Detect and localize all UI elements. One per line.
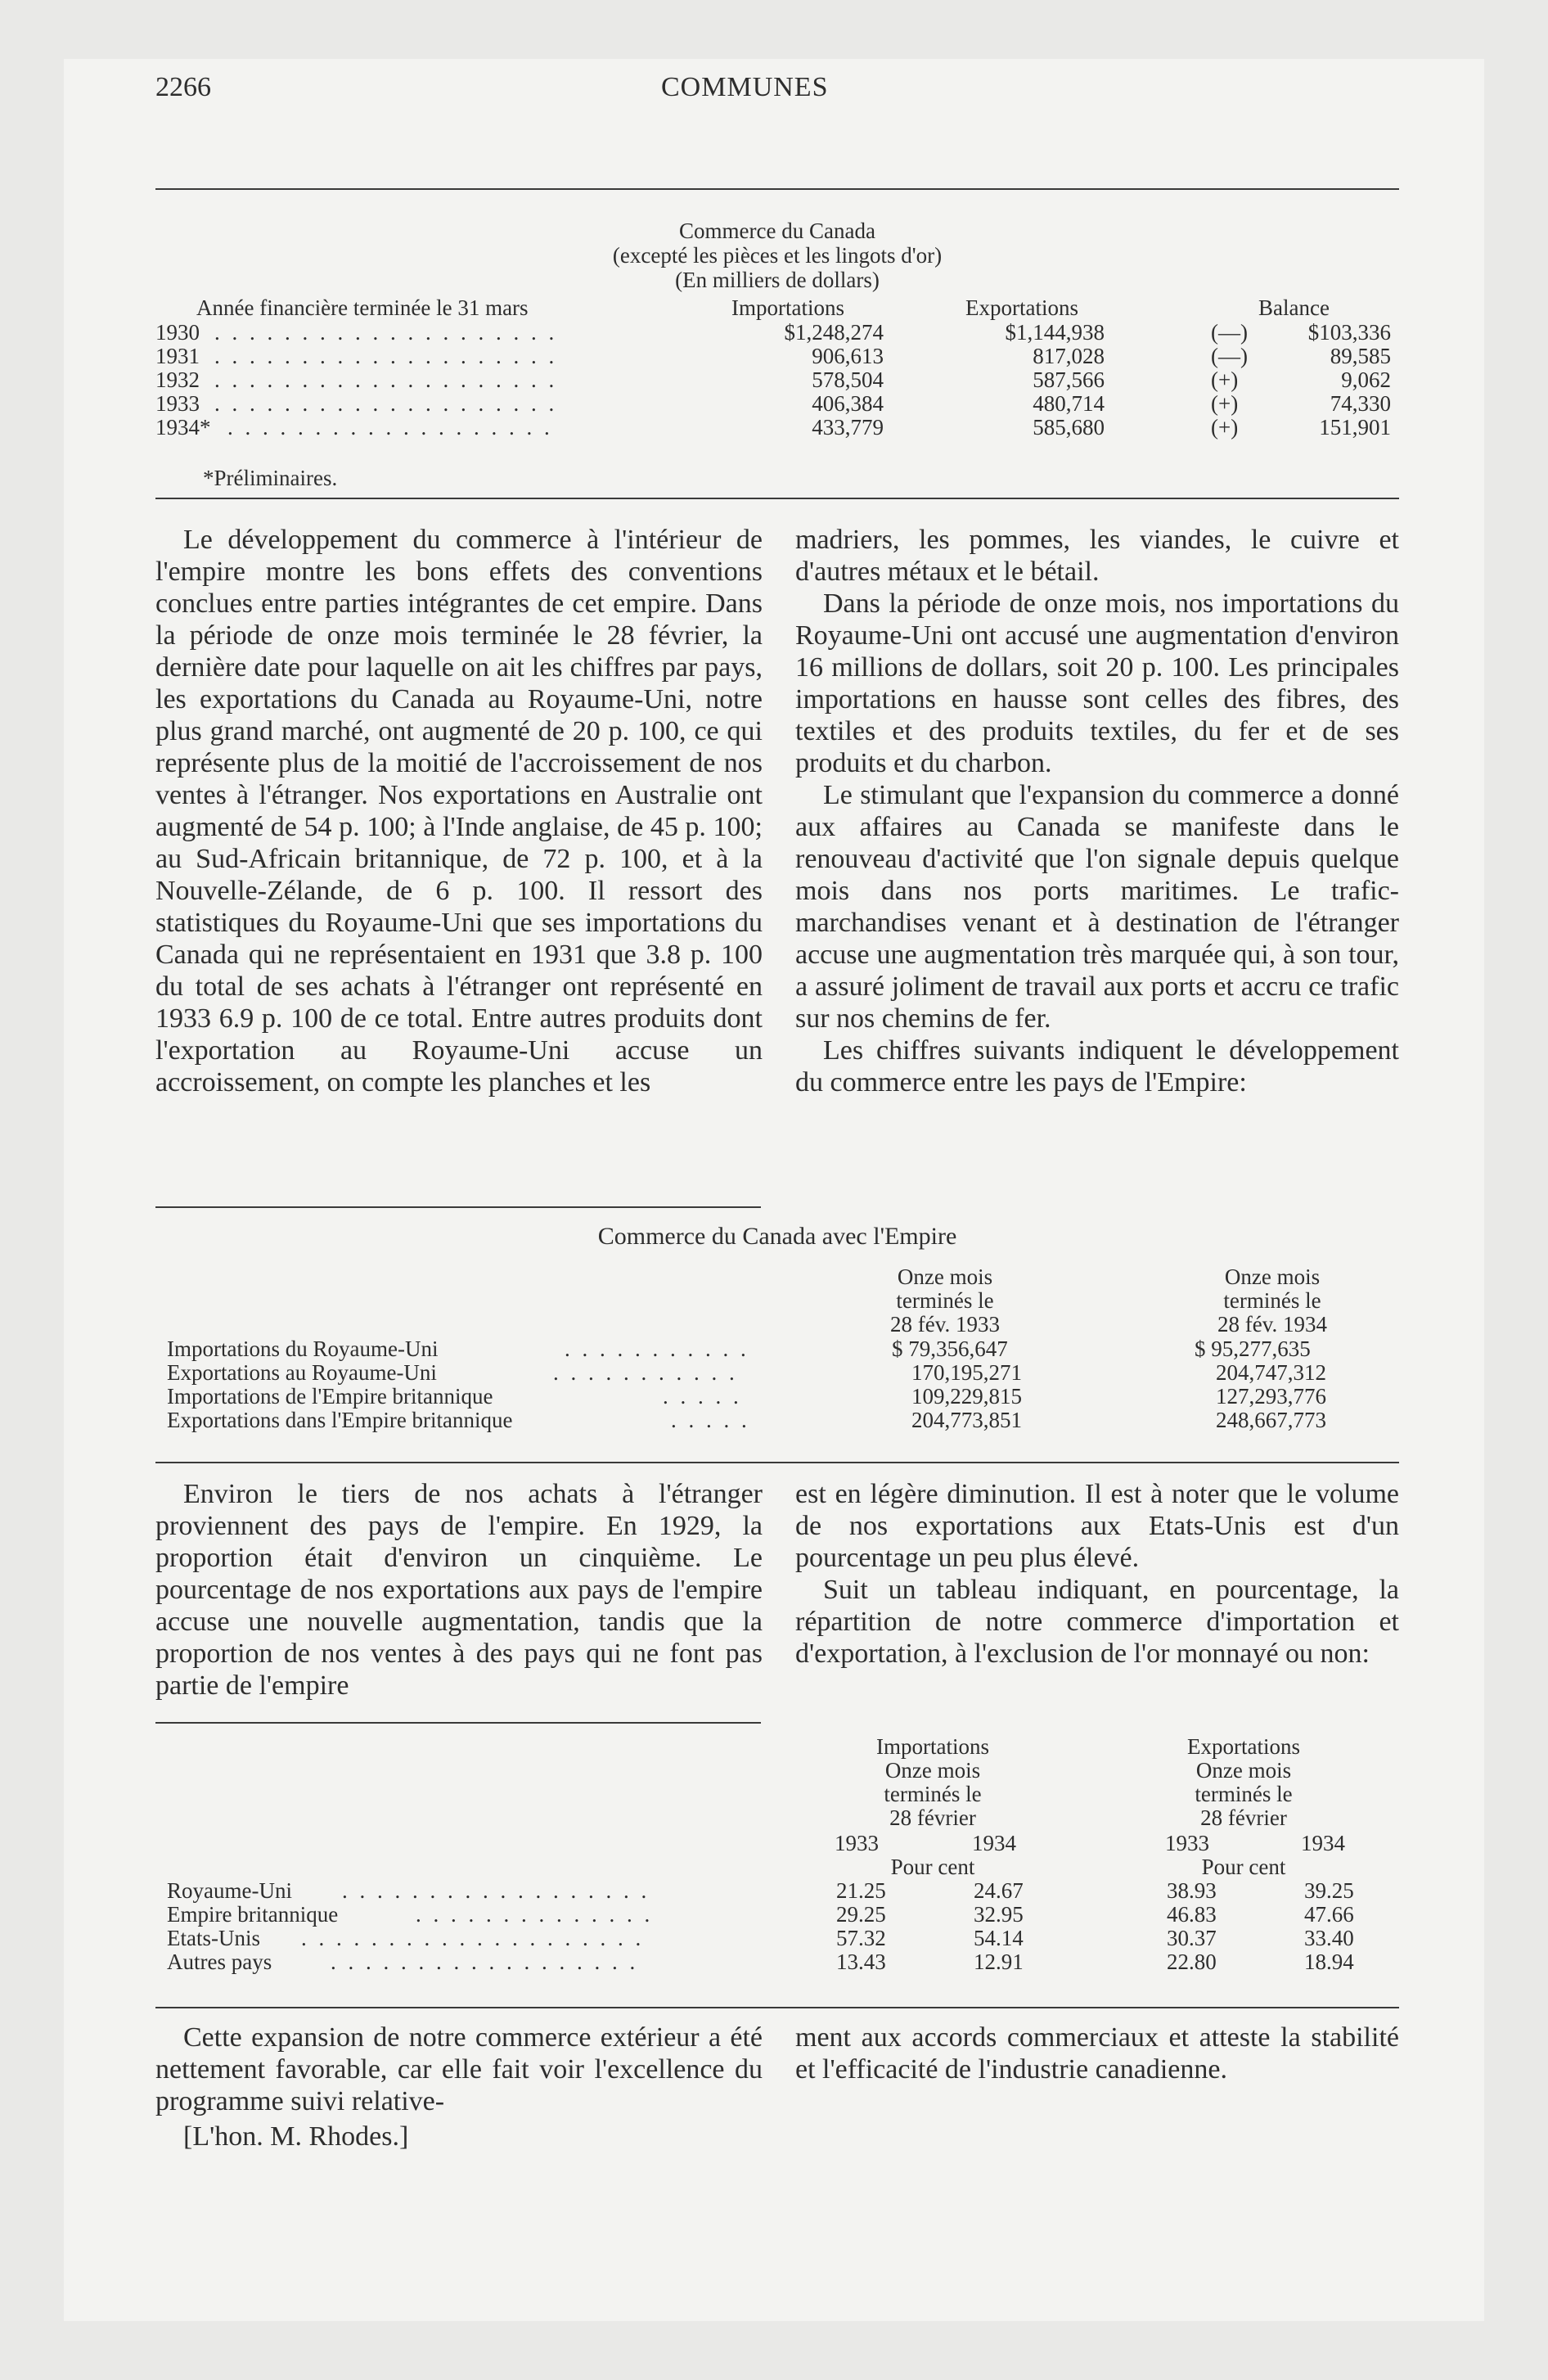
paragraph: ment aux accords commerciaux et atteste la stabilité et l'efficacité de l'industrie canadienne.	[795, 2022, 1399, 2085]
paragraph: Environ le tiers de nos achats à l'étranger proviennent des pays de l'empire. En 1929, la proportion était d'environ un cinquième. Le pourcentage de nos exportations aux pays de l'empire accuse une nouvelle augmentation, tandis que la proportion de nos ventes à des pays qui ne font pas partie de l'empire	[155, 1479, 763, 1701]
table-subtitle: (excepté les pièces et les lingots d'or)	[612, 243, 943, 268]
paragraph: Le développement du commerce à l'intérieur de l'empire montre les bons effets des conventions conclues entre parties intégrantes de cet empire. Dans la période de onze mois terminée le 28 février, la dernière date pour laquelle on ait les chiffres par pays, les exportations du Canada au Royaume-Uni, notre plus grand marché, ont augmenté de 20 p. 100, ce qui représente plus de la moitié de l'accroissement de nos ventes à l'étranger. Nos exportations en Australie ont augmenté de 54 p. 100; à l'Inde anglaise, de 45 p. 100; au Sud-Africain britannique, de 72 p. 100, et à la Nouvelle-Zélande, de 6 p. 100. Il ressort des statistiques du Royaume-Uni que ses importations du Canada qui ne représentaient en 1931 que 3.8 p. 100 du total de ses achats à l'étranger ont représenté en 1933 6.9 p. 100 de ce total. Entre autres produits dont l'exportation au Royaume-Uni accuse un accroissement, on compte les planches et les	[155, 525, 763, 1098]
section-rule	[155, 498, 1399, 499]
section-rule	[155, 1206, 761, 1208]
table-row: Autres pays . . . . . . . . . . . . . . . . . . 13.43 12.91 22.80 18.94	[167, 1950, 1354, 1974]
table-row: Importations du Royaume-Uni . . . . . . . . . . . $ 79,356,647 $ 95,277,635	[167, 1336, 1311, 1361]
page-title: COMMUNES	[661, 72, 829, 102]
table-row: 1934* . . . . . . . . . . . . . . . . . . . 433,779 585,680 (+) 151,901	[155, 415, 1391, 439]
table-row: Royaume-Uni . . . . . . . . . . . . . . . . . . 21.25 24.67 38.93 39.25	[167, 1878, 1354, 1903]
column-header: Importations	[731, 295, 844, 320]
speaker-attribution: [L'hon. M. Rhodes.]	[183, 2121, 409, 2152]
trade-percentage-table: Importations Onze mois terminés le 28 février Exportations Onze mois terminés le 28 février 1933 1934 1933 1934 Pour cent Pour cent Royaume-Uni . . . . . . . . . . . . . . . . . . 21.25 24.67 38.93 39.25 Empire britannique . . . . . . . . . . . . . . 29.25 32.95 46.83 47.66 Etats-Unis . . . . . . . . . . . . . . . . . . . . 57.32 54.14 30.37 33.40 Autres pays . . . . . . . . . . . . . . . . . . 13.43 12.91 22.80 18.94	[155, 1735, 1399, 2005]
paragraph-column-left	[155, 524, 763, 1098]
table-row: 1932 . . . . . . . . . . . . . . . . . . . . 578,504 587,566 (+) 9,062	[155, 367, 1391, 392]
table-row: 1930 . . . . . . . . . . . . . . . . . . . . $1,248,274 $1,144,938 (—) $103,336	[155, 320, 1391, 345]
table-row: Exportations dans l'Empire britannique . . . . . 204,773,851 248,667,773	[167, 1408, 1326, 1432]
column-header: Exportations	[965, 295, 1078, 320]
section-rule	[155, 1462, 1399, 1463]
table-subtitle: (En milliers de dollars)	[675, 268, 880, 292]
paragraph: Le stimulant que l'expansion du commerce a donné aux affaires au Canada se manifeste dans le renouveau d'activité que l'on signale depuis quelque mois dans nos ports maritimes. Le trafic-marchandises venant et à destination de l'étranger accuse une augmentation très marquée qui, à son tour, a assuré joliment de travail aux ports et accru ce trafic sur nos chemins de fer.	[795, 780, 1399, 1034]
section-rule	[155, 2007, 1399, 2008]
paragraph-column-left	[155, 2022, 763, 2152]
paragraph-column-right	[795, 1478, 1399, 1670]
paragraph: Cette expansion de notre commerce extérieur a été nettement favorable, car elle fait voir l'excellence du programme suivi relative-	[155, 2022, 763, 2116]
paragraph-column-right	[795, 2022, 1399, 2085]
table-row: Etats-Unis . . . . . . . . . . . . . . . . . . . . 57.32 54.14 30.37 33.40	[167, 1926, 1354, 1950]
table-title: Commerce du Canada avec l'Empire	[597, 1223, 957, 1250]
column-header: Année financière terminée le 31 mars	[196, 295, 529, 320]
paragraph: Suit un tableau indiquant, en pourcentage, la répartition de notre commerce d'importation et d'exportation, à l'exclusion de l'or monnayé ou non:	[795, 1575, 1399, 1669]
table-row: Importations de l'Empire britannique . . . . . 109,229,815 127,293,776	[167, 1384, 1326, 1409]
table-title: Commerce du Canada	[679, 219, 875, 243]
footnote: *Préliminaires.	[203, 466, 338, 490]
column-header: Balance	[1258, 295, 1330, 320]
table-row: 1933 . . . . . . . . . . . . . . . . . . . . 406,384 480,714 (+) 74,330	[155, 391, 1391, 416]
section-rule	[155, 1722, 761, 1724]
table-row: Exportations au Royaume-Uni . . . . . . . . . . . 170,195,271 204,747,312	[167, 1360, 1326, 1385]
trade-table-empire: Commerce du Canada avec l'Empire Onze mois terminés le 28 fév. 1933 Onze mois terminés le 28 fév. 1934 Importations du Royaume-Uni . . . . . . . . . . . $ 79,356,647 $ 95,277,635 Exportations au Royaume-Uni . . . . . . . . . . . 170,195,271 204,747,312 Importations de l'Empire britannique . . . . . 109,229,815 127,293,776 Exportations dans l'Empire britannique . . . . . 204,773,851 248,667,773	[155, 1224, 1399, 1462]
header-rule	[155, 188, 1399, 190]
table-row: Empire britannique . . . . . . . . . . . . . . 29.25 32.95 46.83 47.66	[167, 1902, 1354, 1927]
paragraph-column-right	[795, 524, 1399, 1098]
table-row: 1931 . . . . . . . . . . . . . . . . . . . . 906,613 817,028 (—) 89,585	[155, 344, 1391, 368]
paragraph: madriers, les pommes, les viandes, le cuivre et d'autres métaux et le bétail.	[795, 525, 1399, 587]
paragraph-column-left	[155, 1478, 763, 1702]
page-number: 2266	[155, 72, 211, 102]
paragraph: Dans la période de onze mois, nos importations du Royaume-Uni ont accusé une augmentation d'environ 16 millions de dollars, soit 20 p. 100. Les principales importations en hausse sont celles des fibres, des textiles et des produits textiles, du fer et de ses produits et du charbon.	[795, 588, 1399, 778]
trade-table-canada	[147, 219, 1407, 506]
paragraph: est en légère diminution. Il est à noter que le volume de nos exportations aux Etats-Unis est d'un pourcentage un peu plus élevé.	[795, 1479, 1399, 1573]
paragraph: Les chiffres suivants indiquent le développement du commerce entre les pays de l'Empire:	[795, 1035, 1399, 1098]
